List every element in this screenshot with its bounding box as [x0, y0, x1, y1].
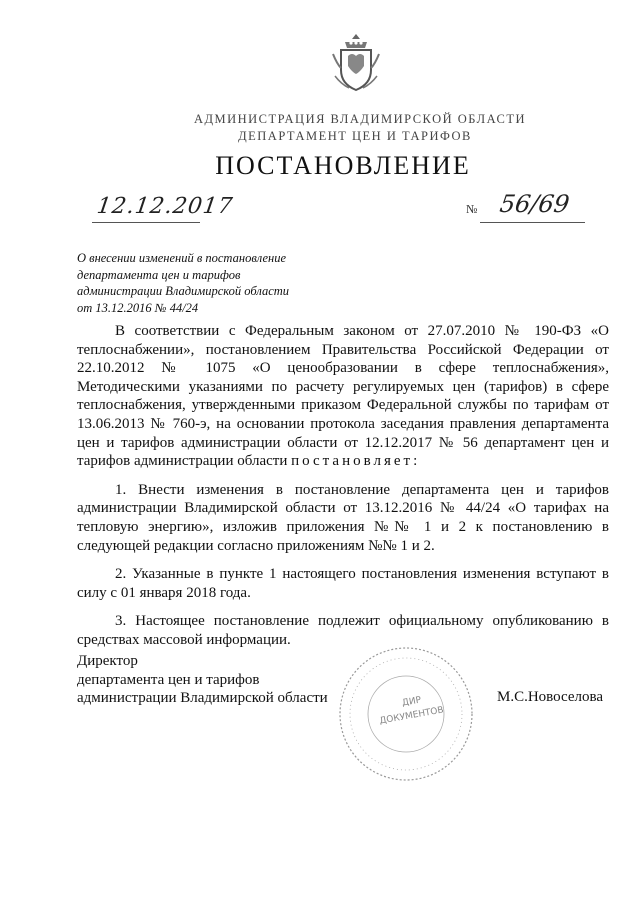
official-stamp [332, 640, 480, 788]
signoff-block [77, 652, 328, 708]
clause-1: 1. Внести изменения в постановление департамента цен и тарифов администрации Владимирской области от 13.12.2016 № 44/24 «О тарифах на тепловую энергию», изложив приложения №№ 1 и 2 к постановлению в следующей редакции согласно приложениям №№ 1 и 2. [77, 481, 609, 554]
preamble-text: В соответствии с Федеральным законом от 27.07.2010 № 190-ФЗ «О теплоснабжении», постановлением Правительства Российской Федерации от 22.10.2012 № 1075 «О ценообразовании в сфере теплоснабжения», Методическими указаниями по расчету регулируемых цен (тарифов) в сфере теплоснабжения, утвержденными приказом Федеральной службы по тарифам от 13.06.2013 № 760-э, на основании протокола заседания правления департамента цен и тарифов администрации области от 12.12.2017 № 56 департамент цен и тарифов администрации области [77, 323, 609, 470]
subject-line: департамента цен и тарифов [77, 267, 241, 282]
subject-line: от 13.12.2016 № 44/24 [77, 300, 199, 315]
clause-3: 3. Настоящее постановление подлежит официальному опубликованию в средствах массовой информации. [77, 613, 609, 648]
org-name-administration: АДМИНИСТРАЦИЯ ВЛАДИМИРСКОЙ ОБЛАСТИ [193, 112, 527, 126]
signoff-department: департамента цен и тарифов [77, 671, 260, 688]
number-underline [480, 222, 585, 223]
document-title: ПОСТАНОВЛЕНИЕ [215, 151, 471, 180]
date-underline [92, 222, 200, 223]
signer-name: М.С.Новоселова [497, 689, 604, 705]
stamp-text-1: ДИР [401, 695, 422, 709]
subject-line: О внесении изменений в постановление [77, 251, 287, 265]
signoff-administration: администрации Владимирской области [77, 690, 328, 707]
preamble-paragraph [77, 322, 609, 471]
document-number: 56/69 [498, 190, 572, 218]
document-body [77, 322, 609, 650]
org-name-department: ДЕПАРТАМЕНТ ЦЕН И ТАРИФОВ [238, 129, 472, 143]
stamp-text-2: ДОКУМЕНТОВ [378, 705, 445, 727]
document-subject [77, 250, 289, 316]
clause-2: 2. Указанные в пункте 1 настоящего постановления изменения вступают в силу с 01 января 2018 года. [77, 566, 609, 601]
subject-line: администрации Владимирской области [77, 284, 290, 298]
coat-of-arms-emblem [331, 32, 381, 94]
signoff-position: Директор [77, 653, 138, 669]
resolves-word: постановляет: [291, 453, 421, 470]
document-date: 12.12.2017 [95, 194, 235, 219]
number-sign: № [466, 202, 478, 216]
